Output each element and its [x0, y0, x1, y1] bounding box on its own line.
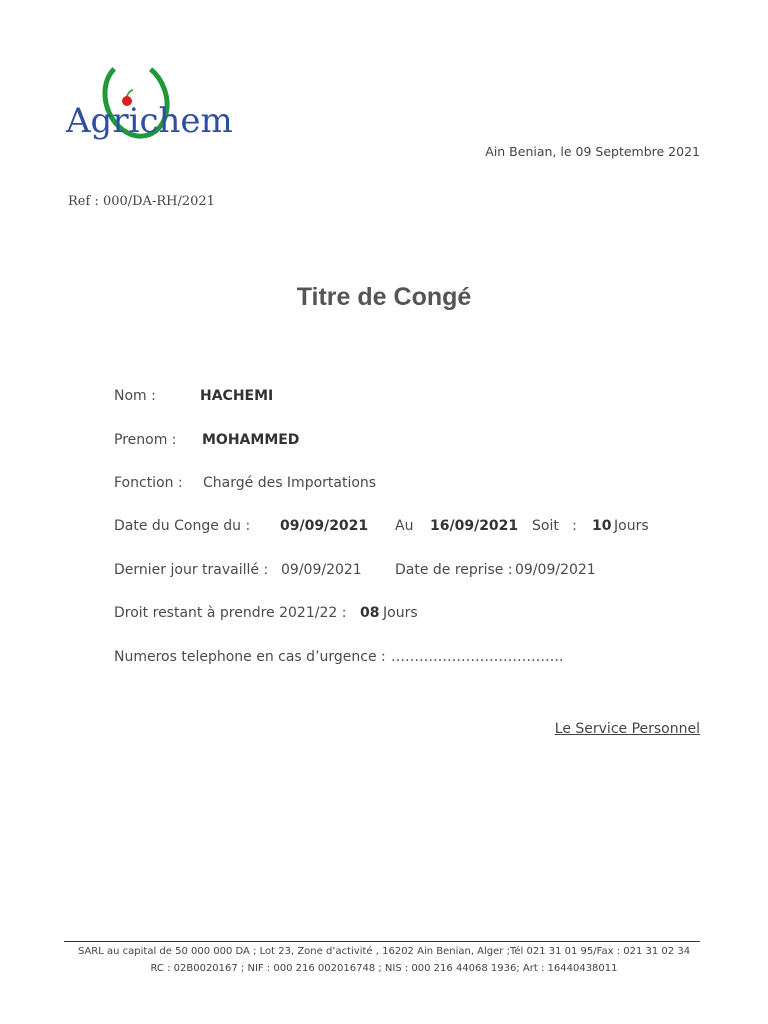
nom-label: Nom : [114, 388, 156, 404]
prenom-label: Prenom : [114, 432, 177, 448]
footer-line-1: SARL au capital de 50 000 000 DA ; Lot 23, Zone d’activité , 16202 Ain Benian, Alger ;Tél 021 31 01 95/Fax : 021 31 02 34 [77, 946, 691, 957]
reprise-label: Date de reprise : [395, 562, 513, 578]
soit-label: Soit : [532, 518, 577, 534]
signature-service: Le Service Personnel [554, 721, 700, 737]
prenom-value: MOHAMMED [202, 432, 300, 448]
agrichem-logo [64, 54, 233, 146]
footer-line-2: RC : 02B0020167 ; NIF : 000 216 002016748 ; NIS : 000 216 44068 1936; Art : 16440438011 [150, 963, 618, 974]
document-title: Titre de Congé [296, 283, 472, 311]
logo-graphic [64, 54, 233, 146]
duration-value: 10 [592, 518, 612, 534]
droit-value: 08 [360, 605, 380, 621]
footer-divider [64, 941, 700, 942]
duration-unit: Jours [614, 518, 649, 534]
date-conge-to: 16/09/2021 [430, 518, 519, 534]
droit-unit: Jours [383, 605, 418, 621]
reference-number: Ref : 000/DA-RH/2021 [68, 194, 215, 209]
phone-label: Numeros telephone en cas d’urgence : [114, 649, 386, 665]
fonction-value: Chargé des Importations [203, 475, 377, 491]
phone-value: ………………………………. [391, 649, 564, 665]
au-label: Au [395, 518, 414, 534]
nom-value: HACHEMI [200, 388, 274, 404]
fonction-label: Fonction : [114, 475, 183, 491]
dernier-jour-label: Dernier jour travaillé : [114, 562, 269, 578]
date-conge-label: Date du Conge du : [114, 518, 251, 534]
droit-label: Droit restant à prendre 2021/22 : [114, 605, 347, 621]
date-conge-from: 09/09/2021 [280, 518, 369, 534]
reprise-value: 09/09/2021 [515, 562, 596, 578]
location-date: Ain Benian, le 09 Septembre 2021 [485, 144, 700, 159]
logo-wordmark: Agrichem [66, 101, 233, 141]
dernier-jour-value: 09/09/2021 [281, 562, 362, 578]
